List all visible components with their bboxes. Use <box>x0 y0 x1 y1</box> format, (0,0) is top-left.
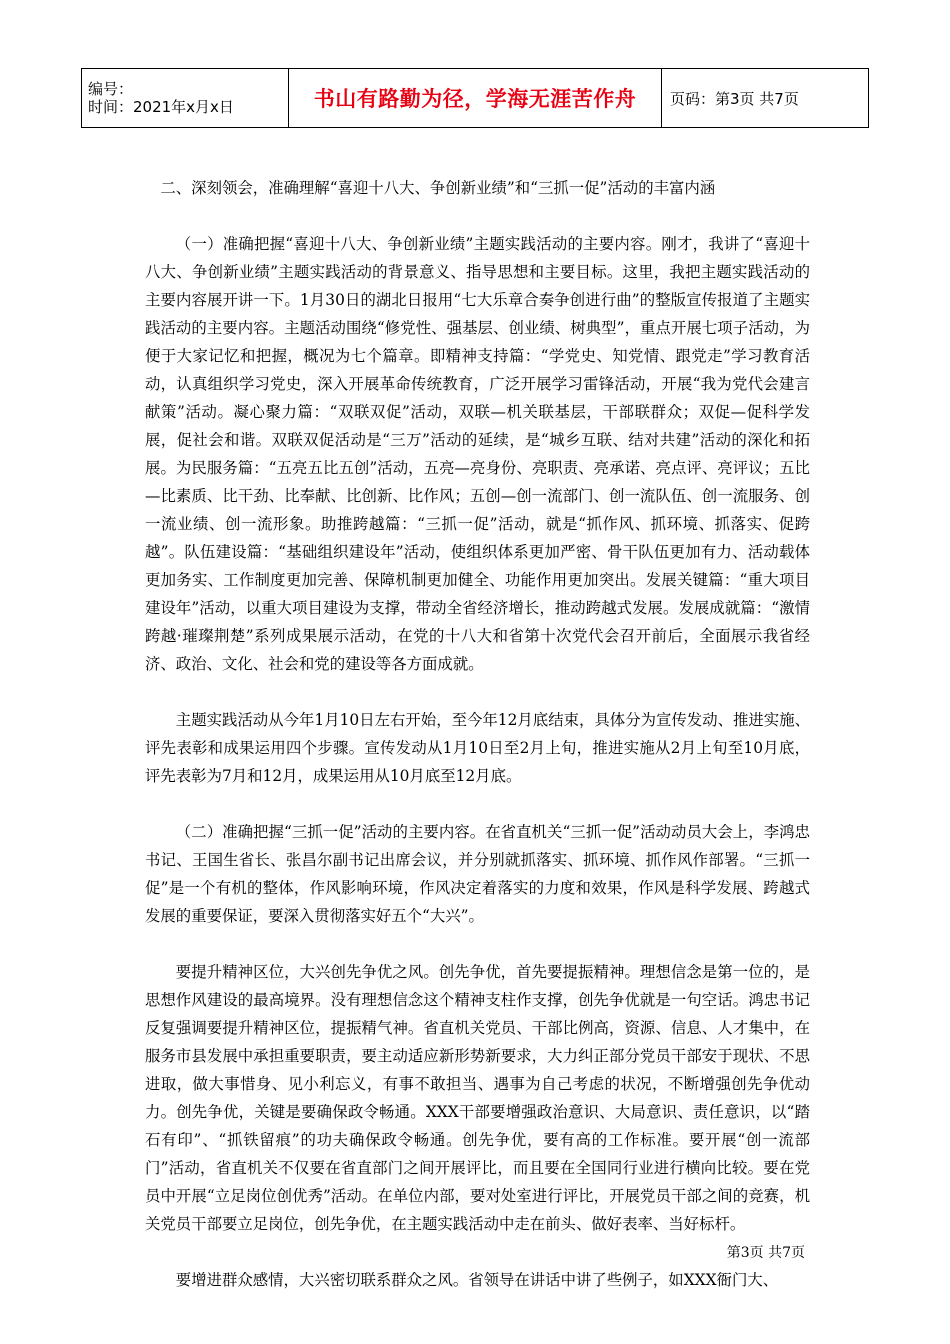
time-label: 时间：2021年x月x日 <box>88 98 234 116</box>
header-page-number: 页码：第3页 共7页 <box>662 69 869 128</box>
paragraph-1: （一）准确把握“喜迎十八大、争创新业绩”主题实践活动的主要内容。刚才，我讲了“喜迎十八大、争创新业绩”主题实践活动的背景意义、指导思想和主要目标。这里，我把主题实践活动的主要内容展开讲一下。1月30日的湖北日报用“七大乐章合奏争创进行曲”的整版宣传报道了主题实践活动的主要内容。主题活动围绕“修党性、强基层、创业绩、树典型”，重点开展七项子活动，为便于大家记忆和把握，概况为七个篇章。即精神支持篇：“学党史、知党情、跟党走”学习教育活动，认真组织学习党史，深入开展革命传统教育，广泛开展学习雷锋活动，开展“我为党代会建言献策”活动。凝心聚力篇：“双联双促”活动，双联—机关联基层，干部联群众；双促—促科学发展，促社会和谐。双联双促活动是“三万”活动的延续，是“城乡互联、结对共建”活动的深化和拓展。为民服务篇：“五亮五比五创”活动，五亮—亮身份、亮职责、亮承诺、亮点评、亮评议；五比—比素质、比干劲、比奉献、比创新、比作风；五创—创一流部门、创一流队伍、创一流服务、创一流业绩、创一流形象。助推跨越篇：“三抓一促”活动，就是“抓作风、抓环境、抓落实、促跨越”。队伍建设篇：“基础组织建设年”活动，使组织体系更加严密、骨干队伍更加有力、活动载体更加务实、工作制度更加完善、保障机制更加健全、功能作用更加突出。发展关键篇：“重大项目建设年”活动，以重大项目建设为支撑，带动全省经济增长，推动跨越式发展。发展成就篇：“激情跨越·璀璨荆楚”系列成果展示活动，在党的十八大和省第十次党代会召开前后，全面展示我省经济、政治、文化、社会和党的建设等各方面成就。 <box>145 235 810 673</box>
header-meta-cell <box>82 69 289 128</box>
document-header <box>81 68 869 128</box>
number-label: 编号： <box>88 80 134 98</box>
paragraph-2: 主题实践活动从今年1月10日左右开始，至今年12月底结束，具体分为宣传发动、推进实施、评先表彰和成果运用四个步骤。宣传发动从1月10日至2月上旬，推进实施从2月上旬至10月底，评先表彰为7月和12月，成果运用从10月底至12月底。 <box>145 711 810 785</box>
paragraph-3: （二）准确把握“三抓一促”活动的主要内容。在省直机关“三抓一促”活动动员大会上，李鸿忠书记、王国生省长、张昌尔副书记出席会议，并分别就抓落实、抓环境、抓作风作部署。“三抓一促”是一个有机的整体，作风影响环境，作风决定着落实的力度和效果，作风是科学发展、跨越式发展的重要保证，要深入贯彻落实好五个“大兴”。 <box>145 823 810 925</box>
section-heading: 二、深刻领会，准确理解“喜迎十八大、争创新业绩”和“三抓一促”活动的丰富内涵 <box>160 179 716 197</box>
page-footer: 第3页 共7页 <box>726 1245 805 1261</box>
paragraph-4: 要提升精神区位，大兴创先争优之风。创先争优，首先要提振精神。理想信念是第一位的，是思想作风建设的最高境界。没有理想信念这个精神支柱作支撑，创先争优就是一句空话。鸿忠书记反复强调要提升精神区位，提振精气神。省直机关党员、干部比例高，资源、信息、人才集中，在服务市县发展中承担重要职责，要主动适应新形势新要求，大力纠正部分党员干部安于现状、不思进取，做大事惜身、见小利忘义，有事不敢担当、遇事为自己考虑的状况，不断增强创先争优动力。创先争优，关键是要确保政令畅通。XXX干部要增强政治意识、大局意识、责任意识，以“踏石有印”、“抓铁留痕”的功夫确保政令畅通。创先争优，要有高的工作标准。要开展“创一流部门”活动，省直机关不仅要在省直部门之间开展评比，而且要在全国同行业进行横向比较。要在党员中开展“立足岗位创优秀”活动。在单位内部，要对处室进行评比，开展党员干部之间的竞赛，机关党员干部要立足岗位，创先争优，在主题实践活动中走在前头、做好表率、当好标杆。 <box>145 963 810 1233</box>
header-motto: 书山有路勤为径，学海无涯苦作舟 <box>289 69 662 128</box>
document-body <box>145 174 810 1294</box>
paragraph-5: 要增进群众感情，大兴密切联系群众之风。省领导在讲话中讲了些例子，如XXX衙门大、 <box>175 1271 779 1289</box>
